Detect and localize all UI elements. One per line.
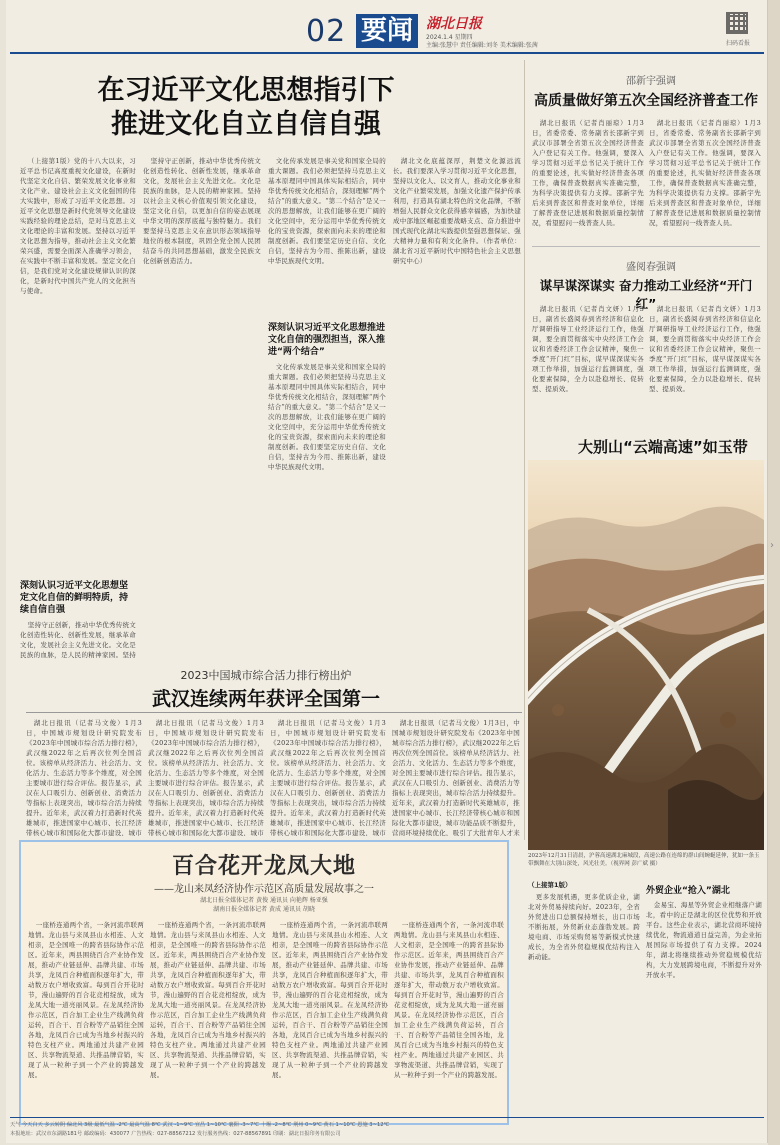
mid-story-kicker: 2023中国城市综合活力排行榜出炉	[180, 669, 352, 682]
mid-column-4: 湖北日报讯（记者马文俊）1月3日，中国城市规划设计研究院发布《2023年中国城市综合活力排行榜》，武汉继2022年之后再次位列全国首位。该榜单从经济活力、社会活力、文化活力、生态活力等多个维度，对全国主要城市进行综合评估。报告显示，武汉在人口吸引力、创新创业、消费活力等指标上表现突出，城市综合活力持续提升。近年来，武汉着力打造新时代英雄城市，推进国家中心城市、长江经济带核心城市和国际化大都市建设，城市功能品质不断提升，营商环境持续优化，吸引了大批青年人才来	[392, 719, 520, 836]
lead-column-1b: 坚持守正创新，推动中华优秀传统文化创造性转化、创新性发展，继承革命文化，发展社会主义先进文化。文化是民族的血脉，是人民的精神家园。坚持	[20, 621, 136, 659]
highway-photo-illustration	[528, 460, 764, 850]
right-top-kicker: 邵新宇强调	[626, 76, 676, 87]
photo-caption: 2023年12月31日清晨，沪蓉高速湖北麻城段，高速公路在连绵的群山间蜿蜒延伸，犹如一条玉带飘舞在大别山深处，风光壮美。（视界网 彭广斌 摄）	[528, 853, 760, 867]
byline-hunan: 湖南日报全媒体记者 黄成 通讯员 胡晓	[213, 906, 315, 913]
mid-story-headline[interactable]: 武汉连续两年获评全国第一	[151, 688, 380, 710]
right-mid-kicker: 盛阅春强调	[626, 262, 676, 273]
lead-column-1: （上接第1版）党的十八大以来，习近平总书记高度重视文化建设，在新时代坚定文化自信、繁荣发展文化事业和文化产业、建设社会主义文化强国的伟大实践中，形成了习近平文化思想。习近平文化思想是新时代党领导文化建设实践经验的理论总结，是对马克思主义文化理论的丰富和发展。坚持以习近平文化思想为指导，推动社会主义文化繁荣兴盛，需要全面深入准确学习领会，在实践中不断丰富和发展。坚定文化自信，是我们党对文化建设规律认识的深化，是新时代中国共产党人的文化担当与使命。	[20, 157, 136, 295]
right-mid-headline[interactable]: 谋早谋深谋实 奋力推动工业经济“开门红”	[539, 278, 753, 311]
masthead	[6, 8, 768, 52]
mid-divider	[26, 712, 522, 713]
next-page-arrow-icon[interactable]: ›	[770, 540, 774, 551]
lead-subhead-2: 深刻认识习近平文化思想推进文化自信的强烈担当，深入推进“两个结合”	[268, 323, 386, 357]
lead-column-3b: 文化传承发展是事关党和国家全局的重大课题。我们必须把坚持马克思主义基本原理同中国具体实际相结合，同中华优秀传统文化相结合，深刻理解“两个结合”的重大意义。“第二个结合”是又一次的思想解放，让我们能够在更广阔的文化空间中，充分运用中华优秀传统文化的宝贵资源，探索面向未来的理论和制度创新。我们要坚定历史自信、文化自信，坚持古为今用、推陈出新，建设中华民族现代文明。	[268, 363, 386, 471]
section-label: 要闻	[356, 14, 418, 48]
scan-tip: 扫码看报	[725, 40, 750, 47]
lead-subhead-1: 深刻认识习近平文化思想坚定文化自信的鲜明特质，持续自信自强	[20, 581, 129, 615]
editors-line: 主编:张慧中 责任编辑:刘冬 美术编辑:张茜	[426, 42, 538, 49]
right-mid-column-2: 湖北日报讯（记者肖文妍）1月3日，副省长盛阅春到省经济和信息化厅调研指导工业经济运行工作，他强调，要全面贯彻落实中央经济工作会议和省委经济工作会议精神，聚焦一季度“开门红”目标，谋早谋深谋实各项工作举措，加强运行监测调度，强化要素保障，全力以赴稳增长、促转型、提质效。	[649, 305, 761, 393]
byline-hubei: 湖北日报全媒体记者 黄俊 通讯员 向艳辉 杨亚强	[200, 897, 328, 904]
bottom-column-4: 一座桥连通两个省，一条河流串联两地情。龙山县与来凤县山水相连、人文相亲，是全国唯一的跨省县际协作示范区。近年来，两县围绕百合产业协作发展，推动产业链延伸、品牌共建、市场共享，龙凤百合种植面积逐年扩大，带动数万农户增收致富。每到百合开花时节，漫山遍野的百合花竞相绽放，成为龙凤大地一道亮丽风景。在龙凤经济协作示范区，百合加工企业生产线满负荷运转，百合干、百合粉等产品销往全国各地，龙凤百合已成为当地乡村振兴的特色支柱产业。两地通过共建产业园区、共享物流渠道、共推品牌营销，实现了从一粒种子到一个产业的跨越发展。	[394, 921, 504, 1079]
bottom-story-subheadline: ——龙山来凤经济协作示范区高质量发展故事之一	[154, 884, 374, 895]
bottom-story-byline	[146, 896, 382, 914]
footer-weather: 天气 今天白天 多云转阴 偏北风 3级 最低气温 -2℃ 最高气温 8℃ 武汉 -1~9℃ 宜昌 1~10℃ 襄阳 -3~7℃ 十堰 -2~8℃ 荆州 0~9℃ 黄石 1~10℃ 恩施 3~12℃	[10, 1122, 390, 1128]
footer	[10, 1117, 764, 1139]
newspaper-page	[6, 0, 768, 1143]
lead-column-3: 文化传承发展是事关党和国家全局的重大课题。我们必须把坚持马克思主义基本原理同中国具体实际相结合，同中华优秀传统文化相结合，深刻理解“两个结合”的重大意义。“第二个结合”是又一次的思想解放，让我们能够在更广阔的文化空间中，充分运用中华优秀传统文化的宝贵资源，探索面向未来的理论和制度创新。我们要坚定历史自信、文化自信，坚持古为今用、推陈出新，建设中华民族现代文明。	[268, 157, 386, 265]
mid-column-3: 湖北日报讯（记者马文俊）1月3日，中国城市规划设计研究院发布《2023年中国城市综合活力排行榜》，武汉继2022年之后再次位列全国首位。该榜单从经济活力、社会活力、文化活力、生态活力等多个维度，对全国主要城市进行综合评估。报告显示，武汉在人口吸引力、创新创业、消费活力等指标上表现突出，城市综合活力持续提升。近年来，武汉着力打造新时代英雄城市，推进国家中心城市、长江经济带核心城市和国际化大都市建设，城市	[270, 719, 386, 836]
highway-photo[interactable]	[528, 460, 764, 850]
right-top-column-1: 湖北日报讯（记者肖丽琼）1月3日，省委常委、常务副省长邵新宇到武汉市部署全省第五次全国经济普查入户登记有关工作。他强调，要深入学习贯彻习近平总书记关于统计工作的重要论述，扎实做好经济普查各项工作，确保普查数据真实准确完整，为科学决策提供有力支撑。邵新宇先后来到普查区和普查对象单位，详细了解普查登记进展和数据质量控制情况，看望慰问一线普查人员。	[532, 119, 644, 227]
bottom-column-3: 一座桥连通两个省，一条河流串联两地情。龙山县与来凤县山水相连、人文相亲，是全国唯一的跨省县际协作示范区。近年来，两县围绕百合产业协作发展，推动产业链延伸、品牌共建、市场共享，龙凤百合种植面积逐年扩大，带动数万农户增收致富。每到百合开花时节，漫山遍野的百合花竞相绽放，成为龙凤大地一道亮丽风景。在龙凤经济协作示范区，百合加工企业生产线满负荷运转，百合干、百合粉等产品销往全国各地，龙凤百合已成为当地乡村振兴的特色支柱产业。两地通过共建产业园区、共享物流渠道、共推品牌营销，实现了从一粒种子到一个产业的跨越发展。	[272, 921, 388, 1079]
lead-headline-line2: 推进文化自立自信自强	[111, 109, 381, 140]
right-top-column-2: 湖北日报讯（记者肖丽琼）1月3日，省委常委、常务副省长邵新宇到武汉市部署全省第五次全国经济普查入户登记有关工作。他强调，要深入学习贯彻习近平总书记关于统计工作的重要论述，扎实做好经济普查各项工作，确保普查数据真实准确完整，为科学决策提供有力支撑。邵新宇先后来到普查区和普查对象单位，详细了解普查登记进展和数据质量控制情况，看望慰问一线普查人员。	[649, 119, 761, 227]
lead-column-4: 湖北文化底蕴深厚，荆楚文化源远流长。我们要深入学习贯彻习近平文化思想，坚持以文化人、以文育人，推动文化事业和文化产业繁荣发展，加强文化遗产保护传承利用，打造具有湖北特色的文化品牌，不断增强人民群众文化获得感幸福感，为加快建成中部地区崛起重要战略支点、奋力推进中国式现代化湖北实践提供坚强思想保证、强大精神力量和有利文化条件。（作者单位：湖北省习近平新时代中国特色社会主义思想研究中心）	[393, 157, 521, 265]
footer-address: 本报地址：武汉市东湖路181号 邮政编码：430077 广告热线：027-88567212 发行服务热线：027-88567891 印刷：湖北日报印务有限公司	[10, 1131, 341, 1137]
paper-logo: 湖北日报	[426, 16, 482, 32]
mid-column-2: 湖北日报讯（记者马文俊）1月3日，中国城市规划设计研究院发布《2023年中国城市综合活力排行榜》，武汉继2022年之后再次位列全国首位。该榜单从经济活力、社会活力、文化活力、生态活力等多个维度，对全国主要城市进行综合评估。报告显示，武汉在人口吸引力、创新创业、消费活力等指标上表现突出，城市综合活力持续提升。近年来，武汉着力打造新时代英雄城市，推进国家中心城市、长江经济带核心城市和国际化大都市建设，城市	[148, 719, 264, 836]
right-bottom-column-1: 更多发展机遇，更多优质企业，湖北对外贸易持续向好。2023年，全省外贸进出口总额保持增长，出口市场不断拓展，外贸新业态蓬勃发展。跨境电商、市场采购贸易等新模式快速成长，为全省外贸稳规模优结构注入新动能。	[528, 893, 640, 961]
mid-column-1: 湖北日报讯（记者马文俊）1月3日，中国城市规划设计研究院发布《2023年中国城市综合活力排行榜》，武汉继2022年之后再次位列全国首位。该榜单从经济活力、社会活力、文化活力、生态活力等多个维度，对全国主要城市进行综合评估。报告显示，武汉在人口吸引力、创新创业、消费活力等指标上表现突出，城市综合活力持续提升。近年来，武汉着力打造新时代英雄城市，推进国家中心城市、长江经济带核心城市和国际化大都市建设，城市	[26, 719, 142, 836]
bottom-column-1: 一座桥连通两个省，一条河流串联两地情。龙山县与来凤县山水相连、人文相亲，是全国唯一的跨省县际协作示范区。近年来，两县围绕百合产业协作发展，推动产业链延伸、品牌共建、市场共享，龙凤百合种植面积逐年扩大，带动数万农户增收致富。每到百合开花时节，漫山遍野的百合花竞相绽放，成为龙凤大地一道亮丽风景。在龙凤经济协作示范区，百合加工企业生产线满负荷运转，百合干、百合粉等产品销往全国各地，龙凤百合已成为当地乡村振兴的特色支柱产业。两地通过共建产业园区、共享物流渠道、共推品牌营销，实现了从一粒种子到一个产业的跨越发展。	[28, 921, 144, 1079]
right-mid-column-1: 湖北日报讯（记者肖文妍）1月3日，副省长盛阅春到省经济和信息化厅调研指导工业经济运行工作，他强调，要全面贯彻落实中央经济工作会议和省委经济工作会议精神，聚焦一季度“开门红”目标，谋早谋深谋实各项工作举措，加强运行监测调度，强化要素保障，全力以赴稳增长、促转型、提质效。	[532, 305, 644, 393]
column-divider	[524, 60, 525, 840]
bottom-story-headline[interactable]: 百合花开龙凤大地	[171, 854, 356, 879]
bottom-column-2: 一座桥连通两个省，一条河流串联两地情。龙山县与来凤县山水相连、人文相亲，是全国唯一的跨省县际协作示范区。近年来，两县围绕百合产业协作发展，推动产业链延伸、品牌共建、市场共享，龙凤百合种植面积逐年扩大，带动数万农户增收致富。每到百合开花时节，漫山遍野的百合花竞相绽放，成为龙凤大地一道亮丽风景。在龙凤经济协作示范区，百合加工企业生产线满负荷运转，百合干、百合粉等产品销往全国各地，龙凤百合已成为当地乡村振兴的特色支柱产业。两地通过共建产业园区、共享物流渠道、共推品牌营销，实现了从一粒种子到一个产业的跨越发展。	[150, 921, 266, 1079]
continued-label: （上接第1版）	[528, 881, 572, 889]
lead-headline[interactable]	[46, 74, 446, 142]
side-scroll-strip[interactable]	[768, 0, 780, 1145]
lead-column-2: 坚持守正创新，推动中华优秀传统文化创造性转化、创新性发展，继承革命文化，发展社会主义先进文化。文化是民族的血脉，是人民的精神家园。坚持以社会主义核心价值观引领文化建设，坚定文化自信，以更加自信的姿态展现中华文明的深厚底蕴与独特魅力。我们要坚持马克思主义在意识形态领域指导地位的根本制度，巩固全党全国人民团结奋斗的共同思想基础，激发全民族文化创新创造活力。	[143, 157, 261, 265]
page-number: 02	[306, 14, 347, 49]
right-divider-1	[532, 246, 760, 247]
issue-date: 2024.1.4 星期四	[426, 34, 473, 41]
photo-story-title[interactable]: 大别山“云端高速”如玉带	[578, 438, 748, 456]
lead-headline-line1: 在习近平文化思想指引下	[97, 75, 395, 106]
right-top-headline[interactable]: 高质量做好第五次全国经济普查工作	[534, 93, 758, 109]
qr-code-icon[interactable]	[726, 12, 748, 34]
right-bottom-headline[interactable]: 外贸企业“抢入”湖北	[646, 886, 730, 896]
header-divider	[10, 52, 764, 54]
right-bottom-column-2: 金易宝、海星等外贸企业相继落户湖北，看中的正是湖北的区位优势和开放平台。这些企业表示，湖北营商环境持续优化，物流通道日益完善，为企业拓展国际市场提供了有力支撑。2024年，湖北将继续推动外贸稳规模优结构，大力发展跨境电商，不断提升对外开放水平。	[646, 901, 762, 979]
